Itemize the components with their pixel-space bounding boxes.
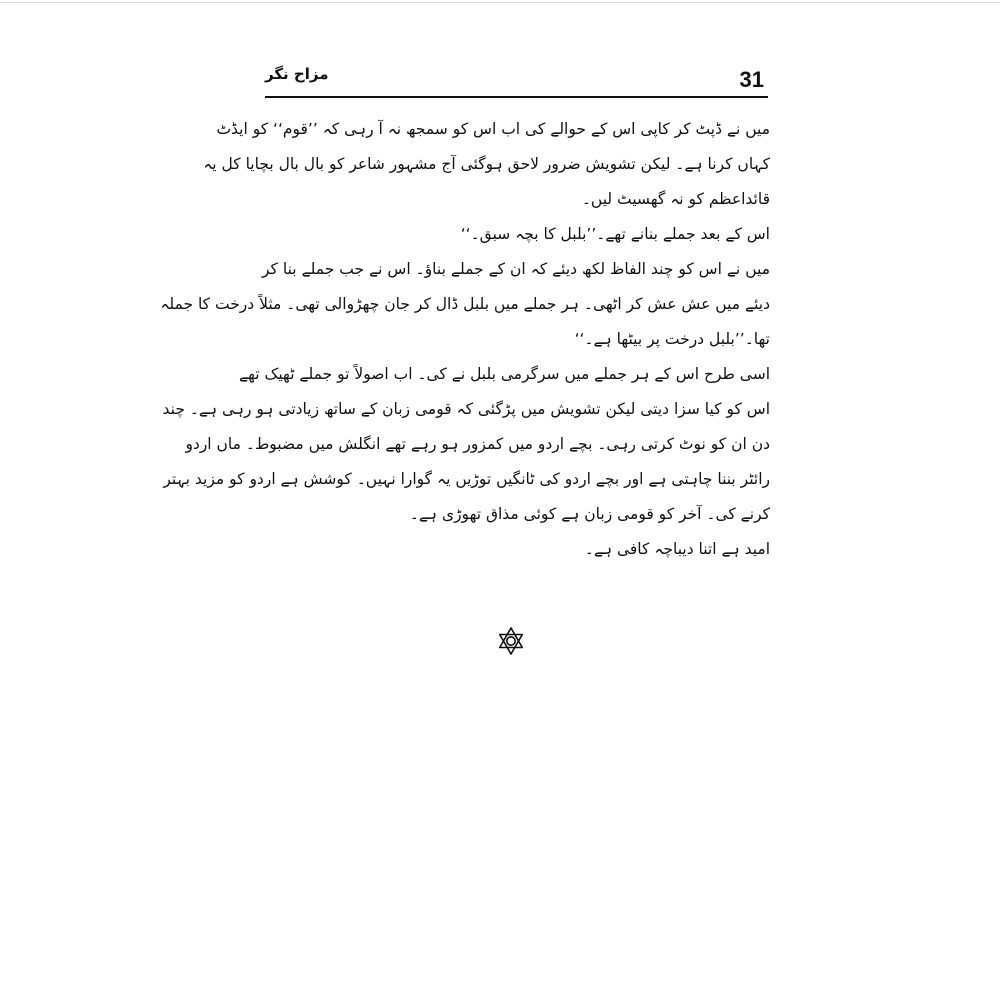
text-line: امید ہے اتنا دیباچہ کافی ہے۔ bbox=[584, 540, 770, 558]
star-ornament-icon bbox=[496, 626, 526, 656]
text-line: کہاں کرنا ہے۔ لیکن تشویش ضرور لاحق ہوگئی آج مشہور شاعر کو بال بال بچایا کل یہ bbox=[203, 155, 770, 173]
text-line: رائٹر بننا چاہتی ہے اور بچے اردو کی ٹانگیں توڑیں یہ گوارا نہیں۔ کوشش ہے اردو کو مزید بہتر bbox=[163, 470, 770, 488]
text-line: اس کے بعد جملے بنانے تھے۔’’بلبل کا بچہ سبق۔‘‘ bbox=[460, 225, 770, 243]
text-line: اس کو کیا سزا دیتی لیکن تشویش میں پڑگئی کہ قومی زبان کے ساتھ زیادتی ہو رہی ہے۔ چند bbox=[162, 400, 770, 418]
text-line: میں نے ڈپٹ کر کاپی اس کے حوالے کی اب اس کو سمجھ نہ آ رہی کہ ’’قوم‘‘ کو ایڈٹ bbox=[216, 120, 770, 138]
text-line: دیئے میں عش عش کر اٹھی۔ ہر جملے میں بلبل ڈال کر جان چھڑوالی تھی۔ مثلاً درخت کا جملہ bbox=[160, 295, 770, 313]
header-rule bbox=[265, 96, 768, 98]
text-line: قائداعظم کو نہ گھسیٹ لیں۔ bbox=[581, 190, 770, 208]
text-line: میں نے اس کو چند الفاظ لکھ دیئے کہ ان کے جملے بناؤ۔ اس نے جب جملے بنا کر bbox=[262, 260, 770, 278]
text-line: کرنے کی۔ آخر کو قومی زبان ہے کوئی مذاق تھوڑی ہے۔ bbox=[409, 505, 770, 523]
text-body bbox=[160, 112, 770, 567]
page-number: 31 bbox=[739, 67, 764, 92]
text-line: اسی طرح اس کے ہر جملے میں سرگرمی بلبل نے کی۔ اب اصولاً تو جملے ٹھیک تھے bbox=[239, 365, 770, 383]
page-top-edge bbox=[0, 2, 1000, 3]
running-head: مزاح نگر bbox=[265, 65, 329, 83]
text-line: دن ان کو نوٹ کرتی رہی۔ بچے اردو میں کمزور ہو رہے تھے انگلش میں مضبوط۔ ماں اردو bbox=[185, 435, 770, 453]
text-line: تھا۔’’بلبل درخت پر بیٹھا ہے۔‘‘ bbox=[574, 330, 770, 348]
page-header bbox=[265, 60, 768, 96]
